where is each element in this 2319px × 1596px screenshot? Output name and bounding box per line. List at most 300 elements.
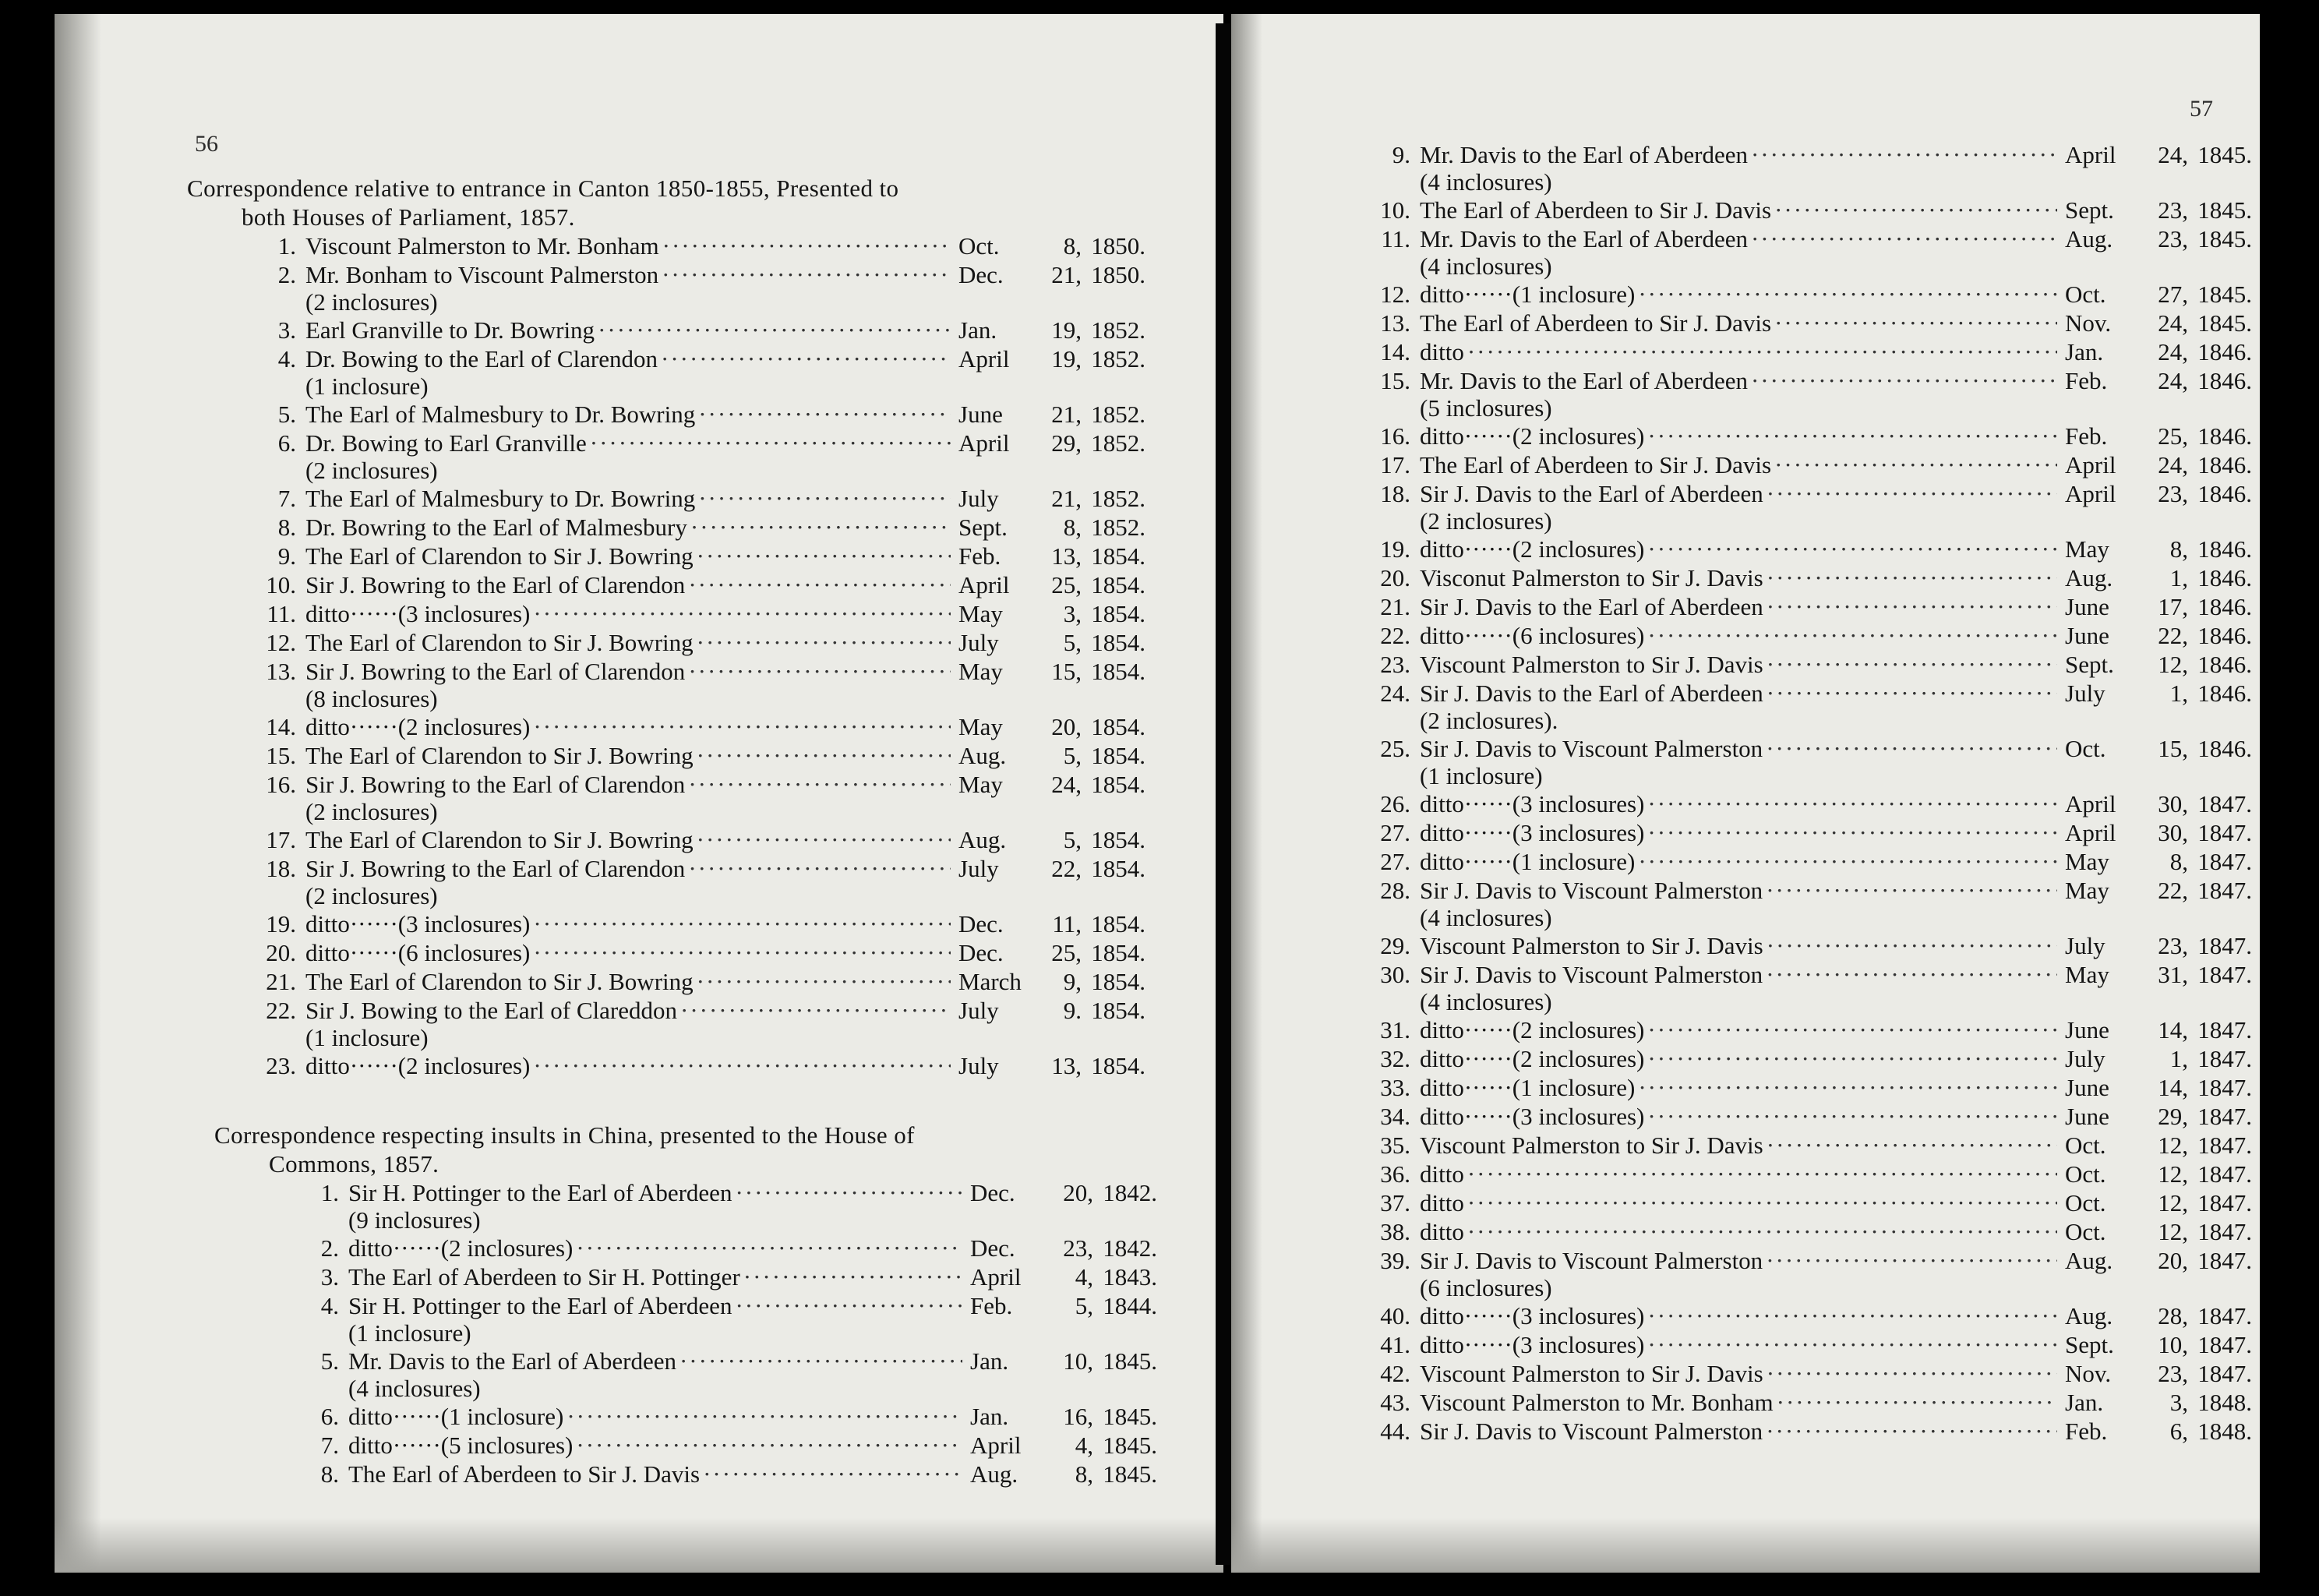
list-item: [242, 484, 1145, 513]
entry-year: 1847.: [2197, 848, 2252, 875]
entry-day: 4,: [1075, 1432, 1093, 1459]
entry-title: The Earl of Malmesbury to Dr. Bowring: [305, 485, 696, 512]
list-item: [242, 825, 1145, 854]
entry-row: [1356, 1188, 2252, 1217]
entry-month: April: [970, 1263, 1022, 1291]
list-item: [242, 316, 1145, 344]
entry-day: 21,: [1051, 401, 1082, 428]
heading-line: Correspondence relative to entrance in Canton 1850-1855, Presented to: [187, 175, 899, 202]
section-china-insults-continued: [1356, 140, 2252, 1446]
entry-month: April: [2065, 819, 2116, 846]
entry-number: 34.: [1380, 1103, 1410, 1130]
entry-row: [284, 1431, 1157, 1460]
entry-month: Jan.: [2065, 1389, 2104, 1416]
entry-title: Dr. Bowing to Earl Granville: [305, 429, 587, 457]
entry-title: Mr. Davis to the Earl of Aberdeen: [1420, 141, 1748, 168]
dot-leader: [698, 484, 951, 513]
list-item: [1356, 1015, 2252, 1044]
dot-leader: [690, 513, 951, 542]
entry-title: Viscount Palmerston to Sir J. Davis: [1420, 1132, 1763, 1159]
entry-month: Aug.: [970, 1460, 1018, 1488]
list-item: [1356, 931, 2252, 960]
entry-row: [284, 1402, 1157, 1431]
entry-day: 8,: [1063, 232, 1082, 260]
list-item: [284, 1234, 1157, 1262]
entry-row: [242, 599, 1145, 628]
entry-number: 21.: [266, 968, 296, 995]
entry-month: Aug.: [2065, 225, 2113, 252]
entry-row: [242, 996, 1145, 1025]
entry-row: [1356, 1388, 2252, 1417]
entry-inclosures: (4 inclosures): [1420, 904, 1552, 931]
dot-leader: [1751, 140, 2057, 169]
entry-number: 2.: [277, 261, 296, 288]
entry-number: 24.: [1380, 680, 1410, 707]
entry-title: ditto: [1420, 1160, 1464, 1188]
entry-month: Aug.: [2065, 1247, 2113, 1274]
entry-number: 40.: [1380, 1302, 1410, 1329]
entry-month: Sept.: [2065, 651, 2114, 678]
dot-leader: [533, 1051, 951, 1080]
entry-inclosures: (2 inclosures): [305, 798, 438, 825]
entry-month: Feb.: [2065, 367, 2108, 394]
entry-inclosures: (1 inclosure): [305, 373, 429, 400]
entry-day: 1,: [2169, 1045, 2188, 1072]
entry-title: Earl Granville to Dr. Bowring: [305, 316, 595, 344]
entry-year: 1854.: [1091, 910, 1145, 937]
dot-leader: [1751, 366, 2057, 395]
entry-day: 6,: [2169, 1418, 2188, 1445]
entry-year: 1847.: [2197, 1160, 2252, 1188]
dot-leader: [697, 967, 951, 996]
entry-month: April: [970, 1432, 1022, 1459]
entry-row: [1356, 140, 2252, 169]
entry-row: [1356, 1246, 2252, 1275]
heading-line: both Houses of Parliament, 1857.: [242, 203, 575, 231]
right-page: [1231, 14, 2260, 1573]
entry-year: 1847.: [2197, 819, 2252, 846]
list-item: [242, 996, 1145, 1051]
entry-day: 12,: [2158, 651, 2188, 678]
dot-leader: [1647, 789, 2057, 818]
list-item: [1356, 450, 2252, 479]
entry-number: 39.: [1380, 1247, 1410, 1274]
entry-year: 1846.: [2197, 593, 2252, 620]
entry-day: 20,: [1063, 1179, 1093, 1206]
entry-day: 10,: [1063, 1347, 1093, 1375]
entry-month: June: [2065, 593, 2109, 620]
section-heading: [214, 1121, 1157, 1178]
list-item: [1356, 337, 2252, 366]
entry-month: Oct.: [2065, 1189, 2106, 1216]
entry-year: 1847.: [2197, 1074, 2252, 1101]
entry-title: ditto······(3 inclosures): [1420, 1331, 1645, 1358]
entry-inclosures: (4 inclosures): [1420, 168, 1552, 196]
entry-month: June: [2065, 1103, 2109, 1130]
entry-inclosures: (2 inclosures): [305, 882, 438, 909]
entry-number: 44.: [1380, 1418, 1410, 1445]
entry-month: Dec.: [970, 1234, 1015, 1262]
entry-month: April: [2065, 141, 2116, 168]
entry-number: 15.: [266, 742, 296, 769]
entry-number: 5.: [320, 1347, 339, 1375]
list-item: [242, 909, 1145, 938]
entry-row: [242, 938, 1145, 967]
list-item: [1356, 1388, 2252, 1417]
list-item: [242, 570, 1145, 599]
entry-day: 13,: [1051, 542, 1082, 570]
entry-number: 42.: [1380, 1360, 1410, 1387]
entry-row: [284, 1262, 1157, 1291]
entry-year: 1854.: [1091, 542, 1145, 570]
entry-row: [242, 542, 1145, 570]
entry-month: Aug.: [2065, 564, 2113, 591]
list-item: [1356, 1330, 2252, 1359]
dot-leader: [1767, 650, 2057, 679]
dot-leader: [662, 231, 951, 260]
dot-leader: [1767, 563, 2057, 592]
list-item: [1356, 1246, 2252, 1301]
list-item: [284, 1460, 1157, 1488]
entry-number: 14.: [1380, 338, 1410, 365]
entry-month: Aug.: [958, 826, 1007, 853]
list-item: [242, 513, 1145, 542]
entry-inclosures: (1 inclosure): [348, 1319, 471, 1347]
entry-month: July: [958, 855, 999, 882]
list-item: [1356, 1188, 2252, 1217]
entry-month: May: [958, 600, 1003, 627]
entry-row: [242, 657, 1145, 686]
dot-leader: [1647, 1044, 2057, 1073]
entry-day: 19,: [1051, 345, 1082, 373]
entry-year: 1846.: [2197, 338, 2252, 365]
entry-day: 29,: [1051, 429, 1082, 457]
entry-number: 20.: [1380, 564, 1410, 591]
list-item: [242, 967, 1145, 996]
dot-leader: [697, 628, 951, 657]
entry-row: [242, 260, 1145, 289]
entry-year: 1846.: [2197, 735, 2252, 762]
entry-title: Sir J. Bowring to the Earl of Clarendon: [305, 771, 686, 798]
entry-month: April: [958, 571, 1010, 598]
entry-number: 8.: [277, 514, 296, 541]
page-number-right: 57: [2190, 96, 2213, 122]
entry-number: 7.: [277, 485, 296, 512]
entry-month: July: [958, 485, 999, 512]
list-item: [1356, 422, 2252, 450]
entry-day: 25,: [2158, 422, 2188, 450]
entry-year: 1852.: [1091, 485, 1145, 512]
entry-year: 1852.: [1091, 345, 1145, 373]
dot-leader: [533, 909, 951, 938]
entry-day: 30,: [2158, 790, 2188, 817]
entry-year: 1847.: [2197, 1189, 2252, 1216]
entry-number: 36.: [1380, 1160, 1410, 1188]
entry-year: 1845.: [1103, 1460, 1157, 1488]
page-number-left: 56: [195, 131, 218, 157]
dot-leader: [688, 854, 951, 883]
entry-row: [242, 400, 1145, 429]
entry-day: 8,: [2169, 848, 2188, 875]
entry-row: [1356, 196, 2252, 224]
entry-title: ditto······(6 inclosures): [305, 939, 531, 966]
entry-number: 10.: [266, 571, 296, 598]
entry-year: 1854.: [1091, 771, 1145, 798]
section-china-insults-correspondence: [214, 1121, 1157, 1488]
dot-leader: [735, 1291, 962, 1320]
entry-day: 25,: [1051, 939, 1082, 966]
entry-month: Jan.: [958, 316, 997, 344]
dot-leader: [661, 344, 951, 373]
entry-month: Sept.: [958, 514, 1008, 541]
entry-number: 43.: [1380, 1389, 1410, 1416]
entry-day: 5,: [1075, 1292, 1093, 1319]
entry-title: The Earl of Clarendon to Sir J. Bowring: [305, 542, 694, 570]
entry-day: 30,: [2158, 819, 2188, 846]
entry-month: Dec.: [958, 939, 1004, 966]
entry-number: 31.: [1380, 1016, 1410, 1043]
list-item: [242, 938, 1145, 967]
entry-list: [284, 1178, 1157, 1488]
dot-leader: [1766, 734, 2057, 763]
entry-year: 1854.: [1091, 629, 1145, 656]
entry-month: Feb.: [970, 1292, 1013, 1319]
entry-year: 1847.: [2197, 932, 2252, 959]
entry-number: 13.: [1380, 309, 1410, 337]
entry-title: Sir J. Davis to Viscount Palmerston: [1420, 1418, 1763, 1445]
entry-year: 1850.: [1091, 261, 1145, 288]
entry-number: 2.: [320, 1234, 339, 1262]
dot-leader: [703, 1460, 962, 1488]
entry-year: 1845.: [1103, 1347, 1157, 1375]
entry-row: [1356, 592, 2252, 621]
entry-row: [1356, 1359, 2252, 1388]
entry-title: The Earl of Aberdeen to Sir J. Davis: [1420, 309, 1772, 337]
list-item: [1356, 592, 2252, 621]
entry-number: 4.: [277, 345, 296, 373]
entry-day: 14,: [2158, 1074, 2188, 1101]
list-item: [1356, 650, 2252, 679]
entry-month: Sept.: [2065, 1331, 2114, 1358]
entry-day: 23,: [1063, 1234, 1093, 1262]
entry-year: 1847.: [2197, 1360, 2252, 1387]
entry-month: July: [2065, 932, 2105, 959]
entry-row: [1356, 1044, 2252, 1073]
entry-inclosures: (2 inclosures): [305, 288, 438, 316]
dot-leader: [576, 1234, 962, 1262]
list-item: [1356, 224, 2252, 280]
entry-title: Sir J. Davis to Viscount Palmerston: [1420, 877, 1763, 904]
entry-month: March: [958, 968, 1022, 995]
entry-number: 7.: [320, 1432, 339, 1459]
entry-row: [242, 909, 1145, 938]
list-item: [242, 542, 1145, 570]
entry-year: 1846.: [2197, 480, 2252, 507]
entry-number: 21.: [1380, 593, 1410, 620]
entry-inclosures: (8 inclosures): [305, 685, 438, 712]
entry-title: The Earl of Aberdeen to Sir J. Davis: [1420, 451, 1772, 478]
dot-leader: [1766, 1246, 2057, 1275]
entry-year: 1846.: [2197, 680, 2252, 707]
dot-leader: [1647, 818, 2057, 847]
entry-title: Sir J. Davis to Viscount Palmerston: [1420, 961, 1763, 988]
entry-number: 5.: [277, 401, 296, 428]
entry-row: [242, 570, 1145, 599]
entry-number: 33.: [1380, 1074, 1410, 1101]
entry-number: 23.: [266, 1052, 296, 1079]
entry-number: 11.: [1381, 225, 1410, 252]
entry-row: [1356, 535, 2252, 563]
entry-row: [284, 1234, 1157, 1262]
entry-number: 12.: [1380, 281, 1410, 308]
entry-year: 1844.: [1103, 1292, 1157, 1319]
entry-title: Sir J. Bowing to the Earl of Clareddon: [305, 997, 677, 1024]
entry-year: 1854.: [1091, 997, 1145, 1024]
entry-year: 1847.: [2197, 1132, 2252, 1159]
entry-title: The Earl of Malmesbury to Dr. Bowring: [305, 401, 696, 428]
list-item: [242, 628, 1145, 657]
entry-year: 1854.: [1091, 742, 1145, 769]
entry-month: April: [2065, 451, 2116, 478]
section-heading: [187, 174, 1145, 231]
entry-number: 20.: [266, 939, 296, 966]
list-item: [1356, 366, 2252, 422]
list-item: [1356, 621, 2252, 650]
entry-title: Viscount Palmerston to Mr. Bonham: [1420, 1389, 1774, 1416]
entry-number: 28.: [1380, 877, 1410, 904]
entry-row: [1356, 931, 2252, 960]
entry-row: [242, 484, 1145, 513]
entry-title: Mr. Davis to the Earl of Aberdeen: [1420, 367, 1748, 394]
list-item: [242, 344, 1145, 400]
entry-month: Nov.: [2065, 1360, 2112, 1387]
entry-year: 1852.: [1091, 316, 1145, 344]
entry-row: [242, 344, 1145, 373]
entry-month: July: [2065, 680, 2105, 707]
entry-month: Feb.: [2065, 422, 2108, 450]
entry-inclosures: (5 inclosures): [1420, 394, 1552, 422]
entry-title: The Earl of Clarendon to Sir J. Bowring: [305, 826, 694, 853]
list-item: [1356, 818, 2252, 847]
entry-year: 1847.: [2197, 1331, 2252, 1358]
dot-leader: [743, 1262, 962, 1291]
entry-day: 22,: [2158, 877, 2188, 904]
entry-day: 28,: [2158, 1302, 2188, 1329]
entry-year: 1847.: [2197, 1103, 2252, 1130]
entry-year: 1846.: [2197, 367, 2252, 394]
dot-leader: [1647, 535, 2057, 563]
entry-number: 11.: [266, 600, 296, 627]
dot-leader: [1647, 1330, 2057, 1359]
entry-month: Dec.: [958, 910, 1004, 937]
list-item: [1356, 479, 2252, 535]
entry-number: 1.: [320, 1179, 339, 1206]
entry-month: July: [958, 1052, 999, 1079]
entry-title: Sir J. Bowring to the Earl of Clarendon: [305, 855, 686, 882]
section-canton-correspondence: [187, 174, 1145, 1080]
entry-month: May: [958, 771, 1003, 798]
entry-day: 19,: [1051, 316, 1082, 344]
list-item: [242, 599, 1145, 628]
entry-row: [1356, 280, 2252, 309]
entry-day: 15,: [1051, 658, 1082, 685]
list-item: [284, 1347, 1157, 1402]
entry-title: The Earl of Clarendon to Sir J. Bowring: [305, 742, 694, 769]
entry-number: 6.: [320, 1403, 339, 1430]
entry-number: 4.: [320, 1292, 339, 1319]
entry-title: ditto······(3 inclosures): [1420, 819, 1645, 846]
entry-year: 1846.: [2197, 422, 2252, 450]
entry-row: [1356, 960, 2252, 989]
entry-day: 17,: [2158, 593, 2188, 620]
dot-leader: [598, 316, 951, 344]
entry-day: 31,: [2158, 961, 2188, 988]
entry-day: 8,: [1075, 1460, 1093, 1488]
entry-year: 1847.: [2197, 1218, 2252, 1245]
entry-list: [242, 231, 1145, 1080]
entry-day: 5,: [1063, 826, 1082, 853]
dot-leader: [688, 657, 951, 686]
entry-title: Viscount Palmerston to Sir J. Davis: [1420, 651, 1763, 678]
entry-title: ditto······(2 inclosures): [305, 1052, 531, 1079]
list-item: [284, 1291, 1157, 1347]
list-item: [1356, 563, 2252, 592]
dot-leader: [688, 770, 951, 799]
entry-title: Mr. Davis to the Earl of Aberdeen: [348, 1347, 676, 1375]
entry-year: 1854.: [1091, 939, 1145, 966]
entry-day: 12,: [2158, 1160, 2188, 1188]
entry-row: [1356, 847, 2252, 876]
entry-title: ditto······(6 inclosures): [1420, 622, 1645, 649]
list-item: [284, 1431, 1157, 1460]
entry-title: Visconut Palmerston to Sir J. Davis: [1420, 564, 1763, 591]
dot-leader: [1647, 1015, 2057, 1044]
entry-row: [1356, 734, 2252, 763]
entry-number: 18.: [1380, 480, 1410, 507]
entry-number: 10.: [1380, 196, 1410, 224]
entry-row: [1356, 337, 2252, 366]
entry-day: 13,: [1051, 1052, 1082, 1079]
entry-month: Oct.: [2065, 1132, 2106, 1159]
entry-row: [242, 825, 1145, 854]
entry-month: May: [958, 658, 1003, 685]
entry-number: 16.: [266, 771, 296, 798]
entry-day: 25,: [1051, 571, 1082, 598]
entry-row: [1356, 1160, 2252, 1188]
dot-leader: [1777, 1388, 2057, 1417]
entry-title: The Earl of Aberdeen to Sir J. Davis: [348, 1460, 701, 1488]
entry-month: June: [958, 401, 1003, 428]
entry-row: [242, 770, 1145, 799]
dot-leader: [1751, 224, 2057, 253]
list-item: [1356, 140, 2252, 196]
entry-month: Feb.: [958, 542, 1001, 570]
list-item: [242, 741, 1145, 770]
entry-number: 38.: [1380, 1218, 1410, 1245]
dot-leader: [697, 825, 951, 854]
entry-number: 1.: [277, 232, 296, 260]
entry-inclosures: (9 inclosures): [348, 1206, 481, 1234]
entry-day: 10,: [2158, 1331, 2188, 1358]
entry-day: 8,: [1063, 514, 1082, 541]
list-item: [1356, 734, 2252, 789]
entry-month: Aug.: [2065, 1302, 2113, 1329]
entry-number: 22.: [266, 997, 296, 1024]
dot-leader: [1647, 1301, 2057, 1330]
list-item: [1356, 1417, 2252, 1446]
entry-number: 29.: [1380, 932, 1410, 959]
entry-year: 1846.: [2197, 451, 2252, 478]
